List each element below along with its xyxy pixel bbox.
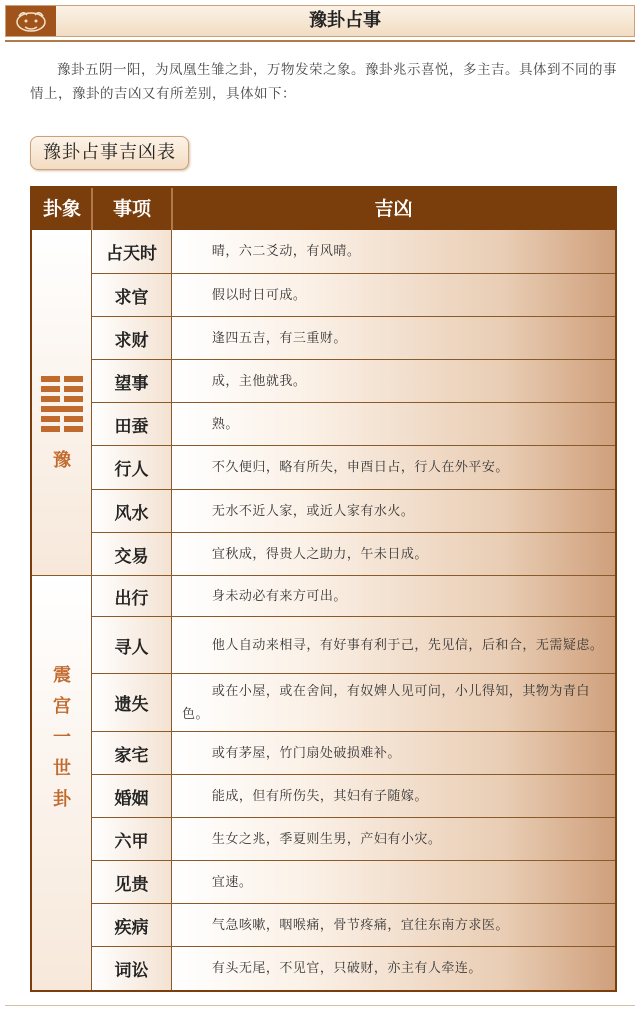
table-row xyxy=(92,360,615,403)
header-divider xyxy=(5,40,635,42)
table-row xyxy=(92,576,615,617)
row-item: 风水 xyxy=(92,490,172,532)
row-result: 不久便归，略有所失，申酉日占，行人在外平安。 xyxy=(172,446,615,489)
palace-char: 卦 xyxy=(53,789,71,810)
row-item: 占天时 xyxy=(92,230,172,273)
row-item: 交易 xyxy=(92,533,172,575)
yu-hexagram-icon xyxy=(41,376,83,436)
row-item: 求财 xyxy=(92,317,172,359)
header-bar xyxy=(5,5,635,37)
table-row xyxy=(92,861,615,904)
row-result: 宜速。 xyxy=(172,861,615,903)
row-result: 有头无尾，不见官，只破财，亦主有人牵连。 xyxy=(172,947,615,990)
table-row xyxy=(92,446,615,490)
row-item: 遗失 xyxy=(92,674,172,731)
footer-divider xyxy=(5,1005,635,1006)
row-item: 词讼 xyxy=(92,947,172,990)
row-item: 家宅 xyxy=(92,732,172,774)
table-row xyxy=(92,617,615,674)
palace-label xyxy=(32,660,92,815)
table-row xyxy=(92,674,615,732)
palace-char: 宫 xyxy=(53,696,71,717)
row-result: 晴，六二爻动，有风晴。 xyxy=(172,230,615,273)
table-title: 豫卦占事吉凶表 xyxy=(30,136,189,170)
table-row xyxy=(92,818,615,861)
row-result: 能成，但有所伤失，其妇有子随嫁。 xyxy=(172,775,615,817)
row-result: 或在小屋，或在舍间，有奴婢人见可问，小儿得知，其物为青白色。 xyxy=(172,674,615,731)
row-result: 成，主他就我。 xyxy=(172,360,615,402)
row-result: 生女之兆，季夏则生男，产妇有小灾。 xyxy=(172,818,615,860)
fortune-table xyxy=(30,186,617,992)
palace-cell xyxy=(32,576,92,990)
table-row xyxy=(92,317,615,360)
palace-char: 世 xyxy=(53,758,71,779)
table-row xyxy=(92,732,615,775)
row-result: 宜秋成，得贵人之助力，午未日成。 xyxy=(172,533,615,575)
gua-name: 豫 xyxy=(53,450,71,471)
row-item: 六甲 xyxy=(92,818,172,860)
table-row xyxy=(92,775,615,818)
header-item: 事项 xyxy=(112,198,151,220)
row-result: 假以时日可成。 xyxy=(172,274,615,316)
intro-paragraph: 豫卦五阴一阳，为凤凰生雏之卦，万物发荣之象。豫卦兆示喜悦，多主吉。具体到不同的事情上，豫卦的吉凶又有所差别，具体如下： xyxy=(30,62,617,102)
table-row xyxy=(92,490,615,533)
row-item: 求官 xyxy=(92,274,172,316)
header-result: 吉凶 xyxy=(374,198,413,220)
palace-char: 一 xyxy=(53,727,71,748)
row-result: 无水不近人家，或近人家有水火。 xyxy=(172,490,615,532)
table-row xyxy=(92,274,615,317)
row-item: 见贵 xyxy=(92,861,172,903)
table-row xyxy=(92,230,615,274)
table-row xyxy=(92,904,615,947)
table-row xyxy=(92,403,615,446)
table-row xyxy=(92,533,615,576)
table-header xyxy=(32,188,615,230)
row-item: 田蚕 xyxy=(92,403,172,445)
header-gua: 卦象 xyxy=(42,198,81,220)
page-title: 豫卦占事 xyxy=(309,10,381,31)
row-item: 疾病 xyxy=(92,904,172,946)
row-result: 熟。 xyxy=(172,403,615,445)
row-result: 身未动必有来方可出。 xyxy=(172,576,615,616)
gua-cell xyxy=(32,230,92,576)
ox-emblem-icon xyxy=(6,6,56,36)
row-item: 出行 xyxy=(92,576,172,616)
row-item: 望事 xyxy=(92,360,172,402)
row-item: 婚姻 xyxy=(92,775,172,817)
row-result: 气急咳嗽，咽喉痛，骨节疼痛，宜往东南方求医。 xyxy=(172,904,615,946)
row-result: 或有茅屋，竹门扇处破损难补。 xyxy=(172,732,615,774)
row-result: 逢四五吉，有三重财。 xyxy=(172,317,615,359)
row-result: 他人自动来相寻，有好事有利于己，先见信，后和合，无需疑虑。 xyxy=(172,617,615,673)
row-item: 行人 xyxy=(92,446,172,489)
table-row xyxy=(92,947,615,990)
palace-char: 震 xyxy=(53,665,71,686)
row-item: 寻人 xyxy=(92,617,172,673)
